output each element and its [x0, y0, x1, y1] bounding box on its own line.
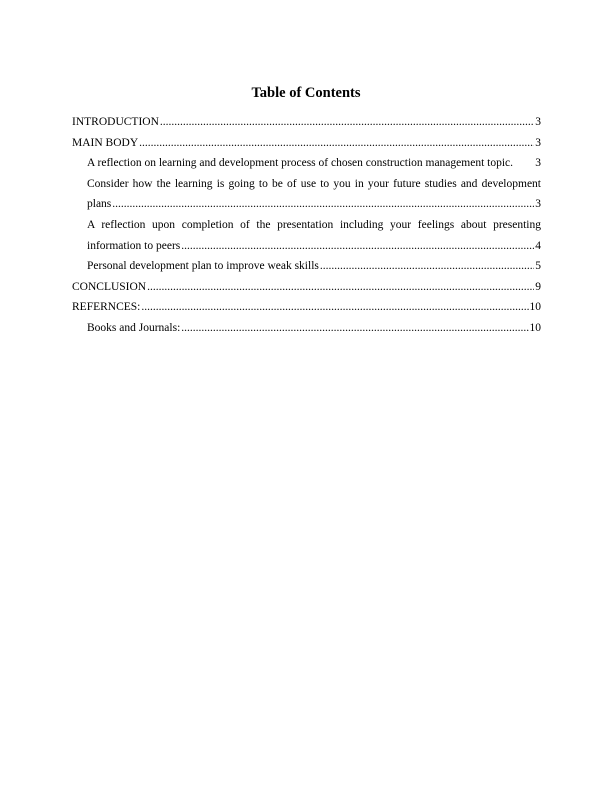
toc-title: Table of Contents: [251, 85, 361, 101]
toc-entry-label: plans: [87, 198, 112, 211]
dot-leader: [181, 318, 528, 339]
dot-leader: [139, 133, 534, 154]
toc-entry-label: information to peers: [87, 239, 181, 252]
toc-page-number: 5: [535, 260, 541, 273]
toc-entry-reflection-learning[interactable]: [72, 153, 541, 174]
toc-entry-label: MAIN BODY: [72, 136, 139, 149]
dot-leader: [147, 277, 534, 298]
toc-entry-label: CONCLUSION: [72, 280, 147, 293]
toc-entry-presentation-reflection-line2[interactable]: [72, 236, 541, 257]
toc-entry-label: REFERNCES:: [72, 301, 141, 314]
toc-entry-label: Books and Journals:: [87, 321, 181, 334]
toc-entry-conclusion[interactable]: [72, 277, 541, 298]
toc-entry-label: Consider how the learning is going to be of use to you in your future studies and development: [87, 177, 541, 190]
toc-entry-presentation-reflection-line1[interactable]: [72, 215, 541, 236]
toc-entry-label: INTRODUCTION: [72, 116, 159, 128]
dot-leader: [320, 256, 534, 277]
toc-page-number: 3: [535, 116, 541, 128]
toc-page-number: 10: [529, 321, 541, 334]
toc-page-number: 3: [535, 157, 541, 170]
toc-page-number: 3: [535, 198, 541, 211]
toc-entry-references[interactable]: [72, 297, 541, 318]
dot-leader: [141, 297, 528, 318]
dot-leader: [160, 112, 534, 133]
dot-leader: [181, 236, 534, 257]
toc-page-number: 3: [535, 136, 541, 149]
toc-page-number: 9: [535, 280, 541, 293]
toc-entry-label: Personal development plan to improve weak skills: [87, 260, 319, 273]
toc-entry-future-studies-line1[interactable]: [72, 174, 541, 195]
toc-entry-label: A reflection upon completion of the presentation including your feelings about presenting: [87, 218, 541, 231]
dot-leader: [112, 194, 534, 215]
toc-entry-label: A reflection on learning and development process of chosen construction management topic.: [87, 157, 514, 170]
toc-entry-future-studies-line2[interactable]: [72, 194, 541, 215]
toc-page-number: 4: [535, 239, 541, 252]
toc-entry-main-body[interactable]: [72, 133, 541, 154]
toc-entry-development-plan[interactable]: [72, 256, 541, 277]
toc-page-number: 10: [529, 301, 541, 314]
toc-list: [72, 112, 541, 339]
toc-entry-introduction[interactable]: [72, 112, 541, 133]
toc-entry-books-journals[interactable]: [72, 318, 541, 339]
